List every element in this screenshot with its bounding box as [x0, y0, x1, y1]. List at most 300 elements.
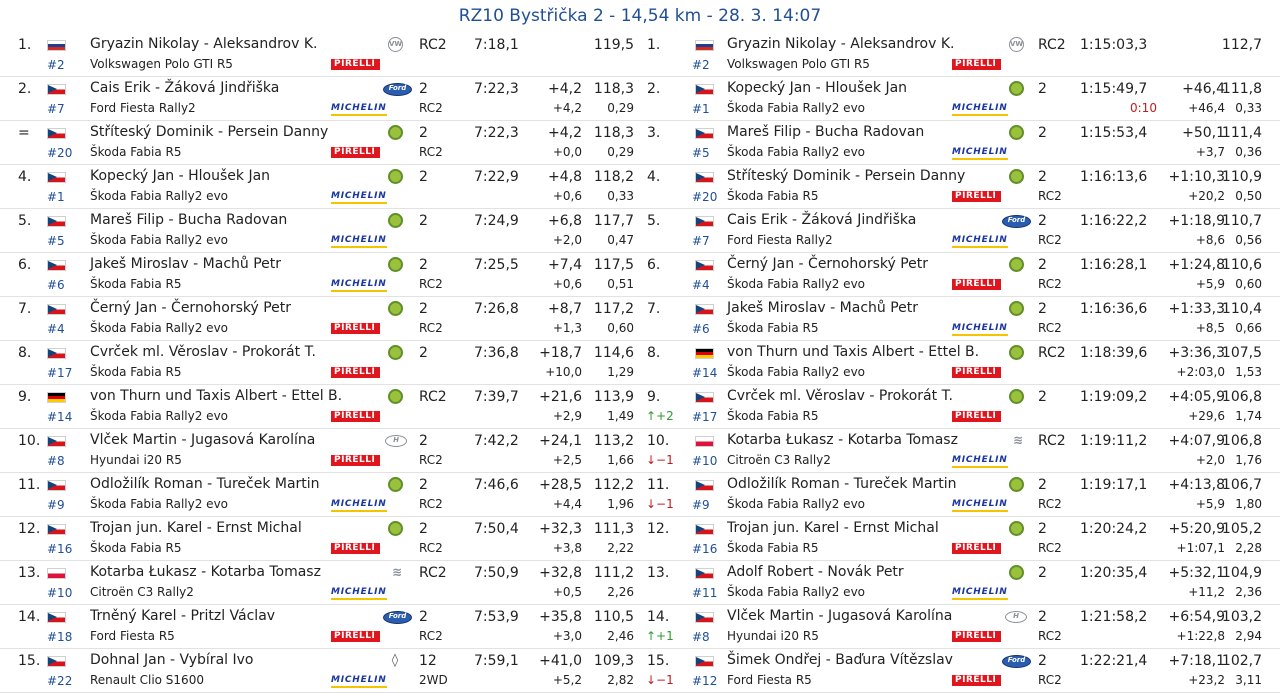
- class-label: 2: [419, 477, 428, 493]
- pirelli-logo-icon: PIRELLI: [331, 367, 380, 378]
- crew-name-link[interactable]: Mareš Filip - Bucha Radovan: [90, 212, 288, 228]
- result-row[interactable]: [640, 165, 1280, 209]
- result-row[interactable]: [0, 33, 640, 77]
- car-model: Škoda Fabia Rally2 evo: [90, 321, 229, 335]
- result-row[interactable]: [0, 253, 640, 297]
- crew-name-link[interactable]: Odložilík Roman - Tureček Martin: [727, 476, 957, 492]
- gap-to-previous: +3,7: [1195, 145, 1225, 159]
- result-row[interactable]: [0, 385, 640, 429]
- gap-to-leader: +3:36,3: [1168, 345, 1225, 361]
- average-speed: 117,2: [593, 301, 634, 317]
- flag-pl-icon: [695, 436, 714, 447]
- average-speed: 114,6: [593, 345, 634, 361]
- skoda-logo-icon: [388, 169, 403, 184]
- citroen-logo-icon: ≋: [1012, 433, 1024, 447]
- michelin-logo-icon: MICHELIN: [331, 587, 387, 600]
- gap-to-previous: +5,2: [552, 673, 582, 687]
- flag-cz-icon: [695, 84, 714, 95]
- skoda-logo-icon: [1009, 169, 1024, 184]
- result-row[interactable]: [640, 33, 1280, 77]
- stage-time: 7:59,1: [474, 653, 519, 669]
- start-number: #9: [47, 498, 65, 512]
- gap-to-leader: +7:18,1: [1168, 653, 1225, 669]
- subclass-label: RC2: [1038, 541, 1062, 555]
- pirelli-logo-icon: PIRELLI: [331, 59, 380, 70]
- position: 1.: [647, 37, 661, 53]
- pirelli-logo-icon: PIRELLI: [952, 279, 1001, 290]
- flag-cz-icon: [47, 348, 66, 359]
- crew-name-link[interactable]: Gryazin Nikolay - Aleksandrov K.: [90, 36, 318, 52]
- gap-to-previous: +20,2: [1188, 189, 1225, 203]
- position: 13.: [647, 565, 670, 581]
- class-label: 2: [1038, 81, 1047, 97]
- flag-cz-icon: [695, 172, 714, 183]
- car-model: Škoda Fabia Rally2 evo: [90, 409, 229, 423]
- stage-time: 7:26,8: [474, 301, 519, 317]
- subclass-label: RC2: [1038, 629, 1062, 643]
- car-model: Citroën C3 Rally2: [90, 585, 194, 599]
- crew-name-link[interactable]: Vlček Martin - Jugasová Karolína: [727, 608, 953, 624]
- skoda-logo-icon: [1009, 301, 1024, 316]
- position-change: ↓−1: [646, 497, 674, 511]
- average-speed: 110,9: [1221, 169, 1262, 185]
- page-title: RZ10 Bystřička 2 - 14,54 km - 28. 3. 14:07: [458, 6, 822, 26]
- average-speed: 109,3: [593, 653, 634, 669]
- flag-cz-icon: [695, 128, 714, 139]
- position: 1.: [18, 37, 32, 53]
- car-model: Škoda Fabia Rally2 evo: [727, 101, 866, 115]
- result-row[interactable]: [640, 561, 1280, 605]
- average-speed: 119,5: [593, 37, 634, 53]
- average-speed: 117,7: [593, 213, 634, 229]
- michelin-logo-icon: MICHELIN: [952, 455, 1008, 468]
- stage-time: 7:42,2: [474, 433, 519, 449]
- stage-time: 1:20:35,4: [1080, 565, 1148, 581]
- gap-to-previous: +8,5: [1195, 321, 1225, 335]
- stage-time: 1:18:39,6: [1080, 345, 1148, 361]
- result-row[interactable]: [640, 649, 1280, 693]
- gap-to-leader: +18,7: [539, 345, 582, 361]
- skoda-logo-icon: [1009, 345, 1024, 360]
- position: 14.: [18, 609, 41, 625]
- crew-name-link[interactable]: Šimek Ondřej - Baďura Vítězslav: [727, 652, 953, 668]
- crew-name-link[interactable]: Adolf Robert - Novák Petr: [727, 564, 904, 580]
- crew-name-link[interactable]: Kotarba Łukasz - Kotarba Tomasz: [90, 564, 321, 580]
- position-change: ↓−1: [646, 673, 674, 687]
- stage-time: 1:19:11,2: [1080, 433, 1148, 449]
- crew-name-link[interactable]: Cais Erik - Žáková Jindřiška: [727, 212, 917, 228]
- result-row[interactable]: [640, 473, 1280, 517]
- subclass-label: RC2: [1038, 277, 1062, 291]
- gap-to-leader: +5:32,1: [1168, 565, 1225, 581]
- position: 6.: [647, 257, 661, 273]
- flag-de-icon: [695, 348, 714, 359]
- crew-name-link[interactable]: Trojan jun. Karel - Ernst Michal: [727, 520, 939, 536]
- stage-time: 7:22,3: [474, 125, 519, 141]
- average-speed: 111,4: [1221, 125, 1262, 141]
- position-change: ↑+2: [646, 409, 674, 423]
- michelin-logo-icon: MICHELIN: [952, 587, 1008, 600]
- result-row[interactable]: [0, 649, 640, 693]
- time-ratio: 0,60: [607, 321, 634, 335]
- gap-to-leader: +50,1: [1182, 125, 1225, 141]
- start-number: #1: [47, 190, 65, 204]
- position-change: ↓−1: [646, 453, 674, 467]
- stage-time: 7:50,9: [474, 565, 519, 581]
- class-label: 2: [419, 301, 428, 317]
- average-speed: 105,2: [1221, 521, 1262, 537]
- class-label: 2: [1038, 521, 1047, 537]
- time-ratio: 0,33: [1235, 101, 1262, 115]
- gap-to-leader: +32,3: [539, 521, 582, 537]
- average-speed: 111,3: [593, 521, 634, 537]
- position: 5.: [18, 213, 32, 229]
- position: 7.: [18, 301, 32, 317]
- class-label: 2: [419, 213, 428, 229]
- result-row[interactable]: [640, 121, 1280, 165]
- gap-to-previous: +8,6: [1195, 233, 1225, 247]
- flag-cz-icon: [695, 612, 714, 623]
- start-number: #2: [692, 58, 710, 72]
- result-row[interactable]: [640, 429, 1280, 473]
- car-model: Renault Clio S1600: [90, 673, 204, 687]
- average-speed: 106,8: [1221, 433, 1262, 449]
- result-row[interactable]: [640, 385, 1280, 429]
- gap-to-leader: +1:33,3: [1168, 301, 1225, 317]
- flag-cz-icon: [47, 84, 66, 95]
- gap-to-leader: +41,0: [539, 653, 582, 669]
- gap-to-leader: +4,2: [548, 81, 582, 97]
- class-label: RC2: [1038, 433, 1066, 449]
- class-label: 2: [419, 345, 428, 361]
- skoda-logo-icon: [388, 521, 403, 536]
- average-speed: 112,2: [593, 477, 634, 493]
- time-ratio: 0,66: [1235, 321, 1262, 335]
- michelin-logo-icon: MICHELIN: [331, 191, 387, 204]
- time-ratio: 1,49: [607, 409, 634, 423]
- position: 4.: [18, 169, 32, 185]
- start-number: #17: [692, 410, 718, 424]
- result-row[interactable]: [0, 121, 640, 165]
- ford-logo-icon: Ford: [383, 83, 412, 96]
- start-number: #10: [692, 454, 718, 468]
- time-ratio: 2,22: [607, 541, 634, 555]
- gap-to-previous: +2,0: [1195, 453, 1225, 467]
- crew-name-link[interactable]: Trněný Karel - Pritzl Václav: [90, 608, 276, 624]
- stage-time: 1:19:09,2: [1080, 389, 1148, 405]
- car-model: Škoda Fabia Rally2 evo: [727, 585, 866, 599]
- result-row[interactable]: [640, 297, 1280, 341]
- gap-to-leader: +28,5: [539, 477, 582, 493]
- skoda-logo-icon: [1009, 565, 1024, 580]
- gap-to-previous: +2,9: [552, 409, 582, 423]
- result-row[interactable]: [0, 209, 640, 253]
- crew-name-link[interactable]: Kopecký Jan - Hloušek Jan: [90, 168, 271, 184]
- start-number: #17: [47, 366, 73, 380]
- flag-ru-icon: [47, 40, 66, 51]
- position: 14.: [647, 609, 670, 625]
- flag-pl-icon: [47, 568, 66, 579]
- result-row[interactable]: [0, 473, 640, 517]
- position: =: [18, 125, 30, 141]
- gap-to-previous: +4,4: [552, 497, 582, 511]
- car-model: Škoda Fabia Rally2 evo: [727, 497, 866, 511]
- position: 5.: [647, 213, 661, 229]
- skoda-logo-icon: [1009, 81, 1024, 96]
- car-model: Škoda Fabia Rally2 evo: [727, 145, 866, 159]
- crew-name-link[interactable]: Cais Erik - Žáková Jindřiška: [90, 80, 280, 96]
- gap-to-previous: +5,9: [1195, 277, 1225, 291]
- crew-name-link[interactable]: Odložilík Roman - Tureček Martin: [90, 476, 320, 492]
- gap-to-leader: +1:10,3: [1168, 169, 1225, 185]
- michelin-logo-icon: MICHELIN: [952, 499, 1008, 512]
- start-number: #7: [47, 102, 65, 116]
- result-row[interactable]: [640, 77, 1280, 121]
- michelin-logo-icon: MICHELIN: [331, 499, 387, 512]
- flag-cz-icon: [695, 480, 714, 491]
- flag-cz-icon: [47, 612, 66, 623]
- gap-to-previous: +2,0: [552, 233, 582, 247]
- class-label: 12: [419, 653, 437, 669]
- average-speed: 118,3: [593, 125, 634, 141]
- class-label: 2: [1038, 301, 1047, 317]
- subclass-label: RC2: [419, 321, 443, 335]
- class-label: 2: [1038, 565, 1047, 581]
- flag-cz-icon: [695, 216, 714, 227]
- car-model: Škoda Fabia Rally2 evo: [727, 365, 866, 379]
- pirelli-logo-icon: PIRELLI: [952, 59, 1001, 70]
- class-label: 2: [419, 521, 428, 537]
- car-model: Hyundai i20 R5: [727, 629, 819, 643]
- ford-logo-icon: Ford: [1002, 215, 1031, 228]
- start-number: #4: [47, 322, 65, 336]
- time-ratio: 2,28: [1235, 541, 1262, 555]
- hyundai-logo-icon: H: [385, 435, 407, 447]
- position: 8.: [647, 345, 661, 361]
- crew-name-link[interactable]: Stříteský Dominik - Persein Danny: [90, 124, 329, 140]
- crew-name-link[interactable]: Cvrček ml. Věroslav - Prokorát T.: [90, 344, 316, 360]
- position: 10.: [18, 433, 41, 449]
- car-model: Škoda Fabia Rally2 evo: [727, 277, 866, 291]
- stage-time: 7:24,9: [474, 213, 519, 229]
- car-model: Škoda Fabia R5: [727, 409, 819, 423]
- michelin-logo-icon: MICHELIN: [952, 103, 1008, 116]
- time-ratio: 2,26: [607, 585, 634, 599]
- stage-time: 1:21:58,2: [1080, 609, 1148, 625]
- average-speed: 112,7: [1221, 37, 1262, 53]
- pirelli-logo-icon: PIRELLI: [952, 411, 1001, 422]
- gap-to-leader: +4,2: [548, 125, 582, 141]
- result-row[interactable]: [0, 605, 640, 649]
- gap-to-leader: +7,4: [548, 257, 582, 273]
- gap-to-leader: +4:05,9: [1168, 389, 1225, 405]
- position: 13.: [18, 565, 41, 581]
- position: 11.: [647, 477, 670, 493]
- car-model: Hyundai i20 R5: [90, 453, 182, 467]
- car-model: Škoda Fabia R5: [727, 541, 819, 555]
- car-model: Ford Fiesta R5: [90, 629, 175, 643]
- position: 12.: [647, 521, 670, 537]
- class-label: 2: [1038, 125, 1047, 141]
- start-number: #2: [47, 58, 65, 72]
- result-row[interactable]: [640, 341, 1280, 385]
- car-model: Volkswagen Polo GTI R5: [727, 57, 870, 71]
- car-model: Ford Fiesta R5: [727, 673, 812, 687]
- average-speed: 117,5: [593, 257, 634, 273]
- car-model: Škoda Fabia R5: [727, 321, 819, 335]
- skoda-logo-icon: [388, 213, 403, 228]
- ford-logo-icon: Ford: [383, 611, 412, 624]
- result-row[interactable]: [0, 77, 640, 121]
- crew-name-link[interactable]: Gryazin Nikolay - Aleksandrov K.: [727, 36, 955, 52]
- start-number: #14: [47, 410, 73, 424]
- position: 3.: [647, 125, 661, 141]
- start-number: #8: [692, 630, 710, 644]
- stage-time: 7:50,4: [474, 521, 519, 537]
- gap-to-previous: +0,0: [552, 145, 582, 159]
- result-row[interactable]: [640, 209, 1280, 253]
- stage-time: 1:16:13,6: [1080, 169, 1148, 185]
- crew-name-link[interactable]: Vlček Martin - Jugasová Karolína: [90, 432, 316, 448]
- crew-name-link[interactable]: Černý Jan - Černohorský Petr: [90, 300, 292, 316]
- crew-name-link[interactable]: Jakeš Miroslav - Machů Petr: [727, 300, 919, 316]
- crew-name-link[interactable]: Mareš Filip - Bucha Radovan: [727, 124, 925, 140]
- position: 2.: [647, 81, 661, 97]
- result-row[interactable]: [640, 517, 1280, 561]
- time-ratio: 3,11: [1235, 673, 1262, 687]
- stage-time: 7:36,8: [474, 345, 519, 361]
- subclass-label: 2WD: [419, 673, 448, 687]
- average-speed: 107,5: [1221, 345, 1262, 361]
- gap-to-leader: +1:24,8: [1168, 257, 1225, 273]
- position: 6.: [18, 257, 32, 273]
- crew-name-link[interactable]: Dohnal Jan - Vybíral Ivo: [90, 652, 254, 668]
- result-row[interactable]: [640, 253, 1280, 297]
- stage-time: 1:15:49,7: [1080, 81, 1148, 97]
- subclass-label: RC2: [419, 101, 443, 115]
- start-number: #5: [47, 234, 65, 248]
- crew-name-link[interactable]: Černý Jan - Černohorský Petr: [727, 256, 929, 272]
- result-row[interactable]: [0, 341, 640, 385]
- class-label: 2: [1038, 609, 1047, 625]
- gap-to-previous: +1:22,8: [1176, 629, 1225, 643]
- gap-to-leader: +24,1: [539, 433, 582, 449]
- flag-de-icon: [47, 392, 66, 403]
- time-ratio: 1,53: [1235, 365, 1262, 379]
- subclass-label: RC2: [419, 145, 443, 159]
- class-label: RC2: [419, 389, 447, 405]
- crew-name-link[interactable]: Stříteský Dominik - Persein Danny: [727, 168, 966, 184]
- skoda-logo-icon: [388, 257, 403, 272]
- michelin-logo-icon: MICHELIN: [331, 235, 387, 248]
- citroen-logo-icon: ≋: [391, 565, 403, 579]
- car-model: Škoda Fabia R5: [90, 277, 182, 291]
- class-label: 2: [1038, 257, 1047, 273]
- penalty-time: 0:10: [1130, 101, 1157, 115]
- crew-name-link[interactable]: Kopecký Jan - Hloušek Jan: [727, 80, 908, 96]
- flag-cz-icon: [47, 128, 66, 139]
- vw-logo-icon: VW: [388, 37, 403, 52]
- skoda-logo-icon: [388, 389, 403, 404]
- class-label: 2: [419, 433, 428, 449]
- michelin-logo-icon: MICHELIN: [331, 675, 387, 688]
- flag-cz-icon: [695, 656, 714, 667]
- crew-name-link[interactable]: Kotarba Łukasz - Kotarba Tomasz: [727, 432, 958, 448]
- crew-name-link[interactable]: von Thurn und Taxis Albert - Ettel B.: [90, 388, 343, 404]
- subclass-label: RC2: [419, 541, 443, 555]
- result-row[interactable]: [0, 561, 640, 605]
- skoda-logo-icon: [388, 125, 403, 140]
- start-number: #6: [692, 322, 710, 336]
- vw-logo-icon: VW: [1009, 37, 1024, 52]
- result-row[interactable]: [0, 165, 640, 209]
- stage-time: 1:16:36,6: [1080, 301, 1148, 317]
- average-speed: 111,8: [1221, 81, 1262, 97]
- pirelli-logo-icon: PIRELLI: [331, 543, 380, 554]
- subclass-label: RC2: [1038, 497, 1062, 511]
- crew-name-link[interactable]: Cvrček ml. Věroslav - Prokorát T.: [727, 388, 953, 404]
- car-model: Škoda Fabia Rally2 evo: [90, 497, 229, 511]
- gap-to-previous: +10,0: [545, 365, 582, 379]
- pirelli-logo-icon: PIRELLI: [952, 675, 1001, 686]
- subclass-label: RC2: [419, 277, 443, 291]
- skoda-logo-icon: [388, 301, 403, 316]
- skoda-logo-icon: [388, 345, 403, 360]
- stage-time: 7:22,3: [474, 81, 519, 97]
- stage-time: 7:25,5: [474, 257, 519, 273]
- class-label: 2: [1038, 389, 1047, 405]
- subclass-label: RC2: [419, 453, 443, 467]
- gap-to-leader: +46,4: [1182, 81, 1225, 97]
- gap-to-previous: +0,5: [552, 585, 582, 599]
- flag-cz-icon: [47, 524, 66, 535]
- average-speed: 113,2: [593, 433, 634, 449]
- result-row[interactable]: [0, 297, 640, 341]
- class-label: RC2: [1038, 345, 1066, 361]
- crew-name-link[interactable]: Trojan jun. Karel - Ernst Michal: [90, 520, 302, 536]
- car-model: Škoda Fabia Rally2 evo: [90, 189, 229, 203]
- time-ratio: 0,47: [607, 233, 634, 247]
- stage-time: 7:22,9: [474, 169, 519, 185]
- skoda-logo-icon: [1009, 389, 1024, 404]
- hyundai-logo-icon: H: [1005, 611, 1027, 623]
- stage-time: 7:46,6: [474, 477, 519, 493]
- flag-cz-icon: [695, 568, 714, 579]
- stage-time: 1:15:53,4: [1080, 125, 1148, 141]
- position: 15.: [18, 653, 41, 669]
- average-speed: 110,4: [1221, 301, 1262, 317]
- start-number: #10: [47, 586, 73, 600]
- start-number: #14: [692, 366, 718, 380]
- pirelli-logo-icon: PIRELLI: [331, 147, 380, 158]
- start-number: #18: [47, 630, 73, 644]
- crew-name-link[interactable]: Jakeš Miroslav - Machů Petr: [90, 256, 282, 272]
- result-row[interactable]: [0, 429, 640, 473]
- position: 2.: [18, 81, 32, 97]
- car-model: Citroën C3 Rally2: [727, 453, 831, 467]
- average-speed: 103,2: [1221, 609, 1262, 625]
- flag-cz-icon: [47, 304, 66, 315]
- class-label: 2: [1038, 213, 1047, 229]
- result-row[interactable]: [0, 517, 640, 561]
- position: 7.: [647, 301, 661, 317]
- skoda-logo-icon: [1009, 477, 1024, 492]
- crew-name-link[interactable]: von Thurn und Taxis Albert - Ettel B.: [727, 344, 980, 360]
- start-number: #16: [692, 542, 718, 556]
- start-number: #16: [47, 542, 73, 556]
- result-row[interactable]: [640, 605, 1280, 649]
- start-number: #6: [47, 278, 65, 292]
